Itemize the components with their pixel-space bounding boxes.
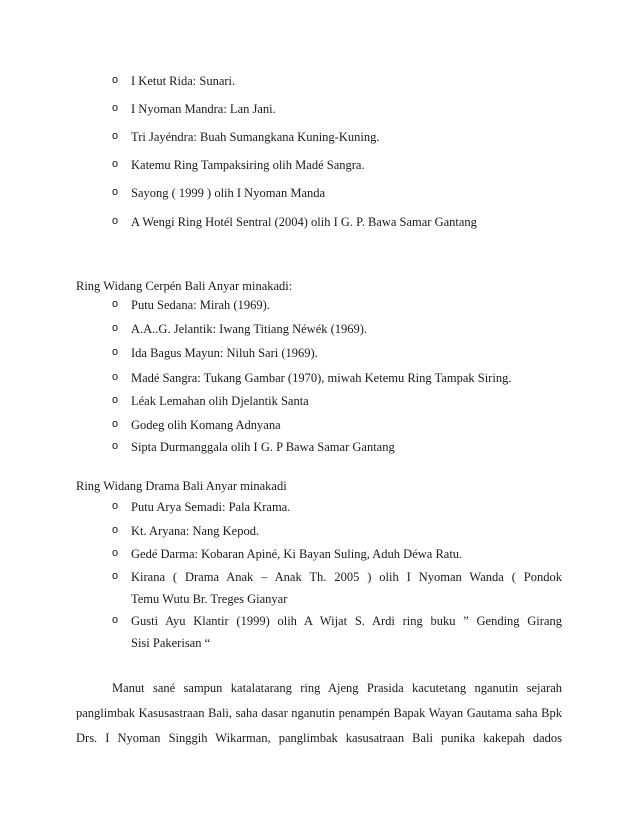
list-item-text: I Ketut Rida: Sunari. — [131, 74, 236, 88]
list-item — [0, 614, 638, 651]
bullet-mark: o — [112, 524, 119, 536]
list-item-text: Gusti Ayu Klantir (1999) olih A Wijat S. Ardi ring buku ” Gending Girang — [131, 614, 562, 628]
list-item — [0, 418, 638, 433]
list-item-text: Kt. Aryana: Nang Kepod. — [131, 524, 260, 538]
list-item — [0, 74, 638, 89]
list-item-text: Putu Arya Semadi: Pala Krama. — [131, 500, 291, 514]
list-item-text: Godeg olih Komang Adnyana — [131, 418, 281, 432]
list-item-text: Madé Sangra: Tukang Gambar (1970), miwah Ketemu Ring Tampak Siring. — [131, 371, 512, 385]
list-item-text: Kirana ( Drama Anak – Anak Th. 2005 ) olih I Nyoman Wanda ( Pondok — [131, 570, 562, 584]
list-item-text: Gedé Darma: Kobaran Apiné, Ki Bayan Suling, Aduh Déwa Ratu. — [131, 547, 463, 561]
bullet-mark: o — [112, 440, 119, 452]
bullet-mark: o — [112, 215, 119, 227]
paragraph-line: Drs. I Nyoman Singgih Wikarman, panglimbak kasusatraan Bali punika kakepah dados — [76, 731, 562, 745]
list-item-text-continued: Temu Wutu Br. Treges Gianyar — [131, 592, 288, 606]
list-item — [0, 130, 638, 145]
list-item — [0, 215, 638, 230]
list-item-text: Sayong ( 1999 ) olih I Nyoman Manda — [131, 186, 326, 200]
bullet-mark: o — [112, 500, 119, 512]
bullet-mark: o — [112, 322, 119, 334]
list-item-text: A Wengi Ring Hotél Sentral (2004) olih I G. P. Bawa Samar Gantang — [131, 215, 477, 229]
list-item — [0, 440, 638, 455]
section-heading-drama: Ring Widang Drama Bali Anyar minakadi — [76, 479, 287, 493]
bullet-mark: o — [112, 346, 119, 358]
bullet-mark: o — [112, 570, 119, 582]
bullet-mark: o — [112, 158, 119, 170]
list-item-text: Putu Sedana: Mirah (1969). — [131, 298, 270, 312]
list-item-text: Léak Lemahan olih Djelantik Santa — [131, 394, 309, 408]
list-item-text: Tri Jayéndra: Buah Sumangkana Kuning-Kuning. — [131, 130, 380, 144]
list-item — [0, 322, 638, 337]
list-item-text: Ida Bagus Mayun: Niluh Sari (1969). — [131, 346, 318, 360]
paragraph-line: Manut sané sampun katalatarang ring Ajeng Prasida kacutetang nganutin sejarah — [112, 681, 562, 695]
list-item — [0, 547, 638, 562]
list-item — [0, 346, 638, 361]
list-item-text: Katemu Ring Tampaksiring olih Madé Sangra. — [131, 158, 365, 172]
list-item — [0, 570, 638, 607]
list-item — [0, 158, 638, 173]
list-item — [0, 102, 638, 117]
bullet-mark: o — [112, 614, 119, 626]
bullet-mark: o — [112, 186, 119, 198]
list-item — [0, 394, 638, 409]
bullet-mark: o — [112, 547, 119, 559]
bullet-mark: o — [112, 394, 119, 406]
bullet-mark: o — [112, 371, 119, 383]
list-item-text: Sipta Durmanggala olih I G. P Bawa Samar Gantang — [131, 440, 395, 454]
list-item-text: A.A..G. Jelantik: Iwang Titiang Néwék (1969). — [131, 322, 368, 336]
bullet-mark: o — [112, 130, 119, 142]
list-item — [0, 500, 638, 515]
bullet-mark: o — [112, 102, 119, 114]
bullet-mark: o — [112, 418, 119, 430]
bullet-mark: o — [112, 74, 119, 86]
list-item — [0, 524, 638, 539]
list-item-text-continued: Sisi Pakerisan “ — [131, 636, 211, 650]
list-item-text: I Nyoman Mandra: Lan Jani. — [131, 102, 276, 116]
list-item — [0, 186, 638, 201]
bullet-mark: o — [112, 298, 119, 310]
section-heading-cerpen: Ring Widang Cerpén Bali Anyar minakadi: — [76, 279, 293, 293]
list-item — [0, 298, 638, 313]
paragraph-line: panglimbak Kasusastraan Bali, saha dasar nganutin penampén Bapak Wayan Gautama saha Bpk — [76, 706, 562, 720]
list-item — [0, 371, 638, 386]
